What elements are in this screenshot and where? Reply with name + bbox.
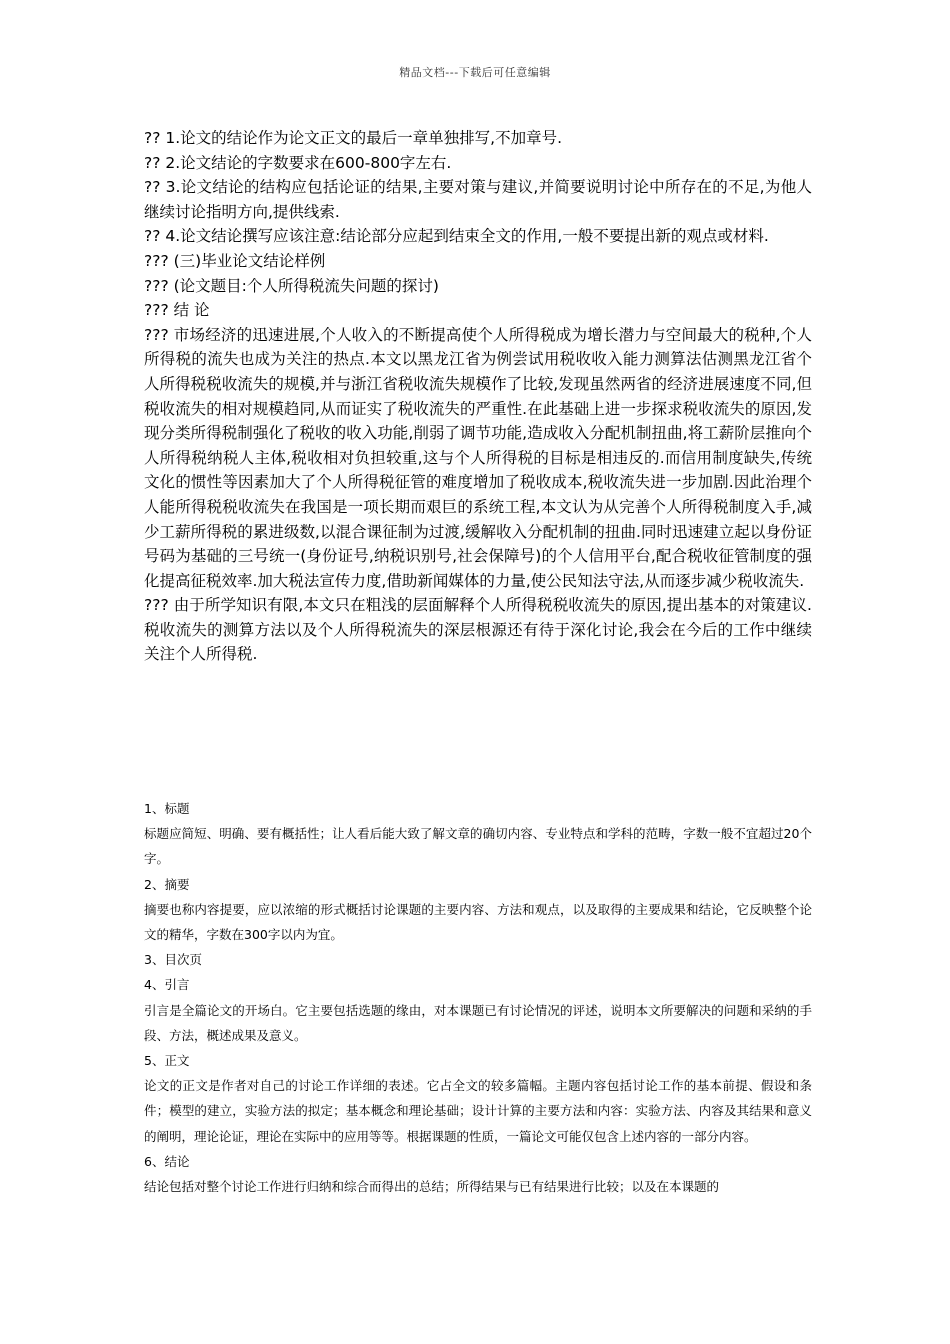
guideline-item-1: ?? 1.论文的结论作为论文正文的最后一章单独排写,不加章号. [144, 129, 563, 147]
section-heading-conclusion: 6、结论 [144, 1153, 190, 1169]
guideline-item-4: ?? 4.论文结论撰写应该注意:结论部分应起到结束全文的作用,一般不要提出新的观点或材料. [144, 227, 769, 246]
page-header: 精品文档---下载后可任意编辑 [399, 66, 551, 79]
section-body-title: 标题应简短、明确、要有概括性；让人看后能大致了解文章的确切内容、专业特点和学科的范畴，字数一般不宜超过20个字。 [144, 826, 812, 867]
paper-structure-section [144, 796, 812, 1199]
sample-paper-title: ??? (论文题目:个人所得税流失问题的探讨) [144, 276, 439, 295]
conclusion-section [144, 126, 812, 667]
section-heading-body: 5、正文 [144, 1053, 190, 1069]
section-heading-introduction: 4、引言 [144, 977, 190, 993]
section-body-body: 论文的正文是作者对自己的讨论工作详细的表述。它占全文的较多篇幅。主题内容包括讨论工作的基本前提、假设和条件；模型的建立，实验方法的拟定；基本概念和理论基础；设计计算的主要方法和内容：实验方法、内容及其结果和意义的阐明，理论论证，理论在实际中的应用等等。根据课题的性质，一篇论文可能仅包含上述内容的一部分内容。 [144, 1078, 812, 1144]
section-heading-abstract: 2、摘要 [144, 876, 190, 892]
sample-conclusion-closing: ??? 由于所学知识有限,本文只在粗浅的层面解释个人所得税税收流失的原因,提出基本的对策建议.税收流失的测算方法以及个人所得税流失的深层根源还有待于深化讨论,我会在今后的工作中继续关注个人所得税. [144, 596, 812, 664]
section-body-introduction: 引言是全篇论文的开场白。它主要包括选题的缘由，对本课题已有讨论情况的评述，说明本文所要解决的问题和采纳的手段、方法，概述成果及意义。 [144, 1002, 812, 1043]
sample-conclusion-body: ??? 市场经济的迅速进展,个人收入的不断提高使个人所得税成为增长潜力与空间最大的税种,个人所得税的流失也成为关注的热点.本文以黑龙江省为例尝试用税收收入能力测算法估测黑龙江省个人所得税税收流失的规模,并与浙江省税收流失规模作了比较,发现虽然两省的经济进展速度不同,但税收流失的相对规模趋同,从而证实了税收流失的严重性.在此基础上进一步探求税收流失的原因,发现分类所得税制强化了税收的收入功能,削弱了调节功能,造成收入分配机制扭曲,将工薪阶层推向个人所得税纳税人主体,税收相对负担较重,这与个人所得税的目标是相违反的.而信用制度缺失,传统文化的惯性等因素加大了个人所得税征管的难度增加了税收成本,税收流失进一步加剧.因此治理个人能所得税税收流失在我国是一项长期而艰巨的系统工程,本文认为从完善个人所得税制度入手,减少工薪所得税的累进级数,以混合课征制为过渡,缓解收入分配机制的扭曲.同时迅速建立起以身份证号码为基础的三号统一(身份证号,纳税识别号,社会保障号)的个人信用平台,配合税收征管制度的强化提高征税效率.加大税法宣传力度,借助新闻媒体的力量,使公民知法守法,从而逐步减少税收流失. [144, 325, 812, 590]
sample-heading: ??? (三)毕业论文结论样例 [144, 251, 326, 270]
section-heading-toc: 3、目次页 [144, 952, 202, 968]
guideline-item-2: ?? 2.论文结论的字数要求在600-800字左右. [144, 153, 452, 172]
section-body-abstract: 摘要也称内容提要，应以浓缩的形式概括讨论课题的主要内容、方法和观点，以及取得的主要成果和结论，它反映整个论文的精华，字数在300字以内为宜。 [144, 901, 812, 943]
sample-conclusion-heading: ??? 结 论 [144, 301, 210, 320]
guideline-item-3: ?? 3.论文结论的结构应包括论证的结果,主要对策与建议,并简要说明讨论中所存在的不足,为他人继续讨论指明方向,提供线索. [144, 178, 812, 221]
section-heading-title: 1、标题 [144, 801, 190, 816]
section-body-conclusion: 结论包括对整个讨论工作进行归纳和综合而得出的总结；所得结果与已有结果进行比较；以及在本课题的 [144, 1179, 720, 1195]
